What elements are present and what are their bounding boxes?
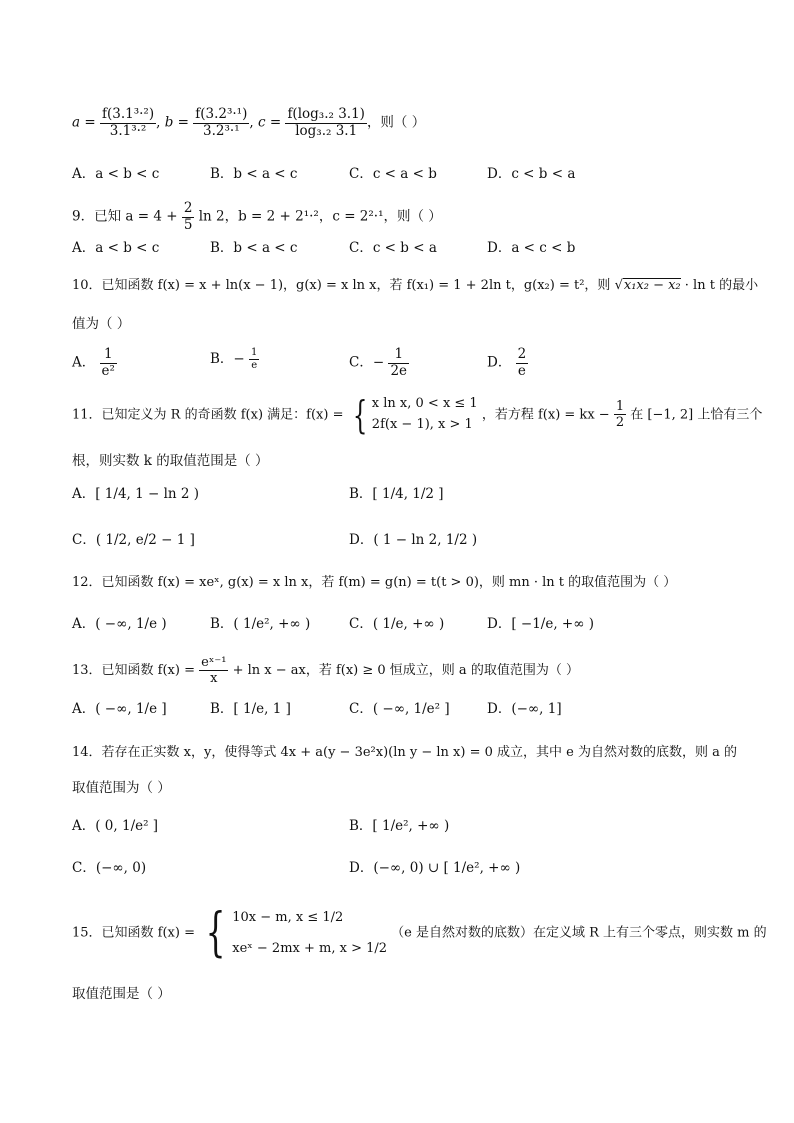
q11-option-c[interactable]: C．( 1/2, e/2 − 1 ] [72,532,195,548]
q8-stem: a = $\frac{\text{f(3.1³·²)}}{\text{3.1³·²}}$ , b = $\frac{\text{f(3.2³·¹)}}{\text{3.2³·¹}}$ , c = $\frac{\text{f(log₃.₂ 3.1)}}{\text{log₃.₂ 3.1}}$ ，则（ ） [72,106,426,139]
q10-option-d[interactable]: D． $\frac{2}{e}$ [487,346,527,379]
q8-option-c[interactable]: C．c < a < b [349,166,437,182]
q13-stem: 13．已知函数 f(x) = $\frac{\text{eˣ⁻¹}}{x}$ + ln x − ax，若 f(x) ≥ 0 恒成立，则 a 的取值范围为（ ） [72,655,579,686]
q12-option-b[interactable]: B．( 1/e², +∞ ) [210,616,311,632]
q14-option-c[interactable]: C．(−∞, 0) [72,860,147,876]
q15-stem-line2: 取值范围是（ ） [72,986,171,1002]
q9-stem: 9．已知 a = 4 + $\frac{2}{5}$ ln 2，b = 2 + 2¹·²，c = 2²·¹，则（ ） [72,200,442,233]
q13-option-c[interactable]: C．( −∞, 1/e² ] [349,701,450,717]
q11-option-b[interactable]: B．[ 1/4, 1/2 ] [349,486,444,502]
q8-option-a[interactable]: A．a < b < c [72,166,160,182]
q13-option-a[interactable]: A．( −∞, 1/e ] [72,701,167,717]
q11-option-a[interactable]: A．[ 1/4, 1 − ln 2 ) [72,486,200,502]
q8-option-d[interactable]: D．c < b < a [487,166,576,182]
q11-stem: 11．已知定义为 R 的奇函数 f(x) 满足：f(x) = { x ln x, 0 < x ≤ 1 2f(x − 1), x > 1 ，若方程 f(x) = kx − $\frac{1}{2}$ 在 [−1, 2] 上恰有三个 [72,392,763,437]
q14-stem-line2: 取值范围为（ ） [72,780,171,796]
q9-option-a[interactable]: A．a < b < c [72,240,160,256]
q10-option-b[interactable]: B．− $\frac{1}{e}$ [210,347,258,371]
q14-stem: 14．若存在正实数 x，y，使得等式 4x + a(y − 3e²x)(ln y − ln x) = 0 成立，其中 e 为自然对数的底数，则 a 的 [72,745,737,760]
q14-option-a[interactable]: A．( 0, 1/e² ] [72,818,159,834]
q14-option-b[interactable]: B．[ 1/e², +∞ ) [349,818,450,834]
q11-stem-line2: 根，则实数 k 的取值范围是（ ） [72,453,269,469]
q13-option-b[interactable]: B．[ 1/e, 1 ] [210,701,291,717]
q9-option-d[interactable]: D．a < c < b [487,240,576,256]
q12-option-c[interactable]: C．( 1/e, +∞ ) [349,616,445,632]
q10-stem: 10．已知函数 f(x) = x + ln(x − 1)，g(x) = x ln x，若 f(x₁) = 1 + 2ln t，g(x₂) = t²，则 √x₁x₂ − x₂ · ln t 的最小 [72,278,759,293]
q13-option-d[interactable]: D．(−∞, 1] [487,701,562,717]
q10-option-c[interactable]: C．− $\frac{1}{2e}$ [349,346,408,379]
q9-option-b[interactable]: B．b < a < c [210,240,298,256]
q12-option-d[interactable]: D．[ −1/e, +∞ ) [487,616,595,632]
q12-stem: 12．已知函数 f(x) = xeˣ, g(x) = x ln x，若 f(m) = g(n) = t(t > 0)，则 mn · ln t 的取值范围为（ ） [72,575,677,590]
q8-option-b[interactable]: B．b < a < c [210,166,298,182]
q15-stem: 15．已知函数 f(x) = { 10x − m, x ≤ 1/2 xeˣ − 2mx + m, x > 1/2 （e 是自然对数的底数）在定义域 R 上有三个零点，则实数 m 的 [72,903,767,964]
q9-option-c[interactable]: C．c < b < a [349,240,437,256]
q12-option-a[interactable]: A．( −∞, 1/e ) [72,616,167,632]
q11-option-d[interactable]: D．( 1 − ln 2, 1/2 ) [349,532,478,548]
q10-option-a[interactable]: A． $\frac{1}{\text{e²}}$ [72,346,115,379]
q10-stem-line2: 值为（ ） [72,316,131,332]
q14-option-d[interactable]: D．(−∞, 0) ∪ [ 1/e², +∞ ) [349,860,521,876]
